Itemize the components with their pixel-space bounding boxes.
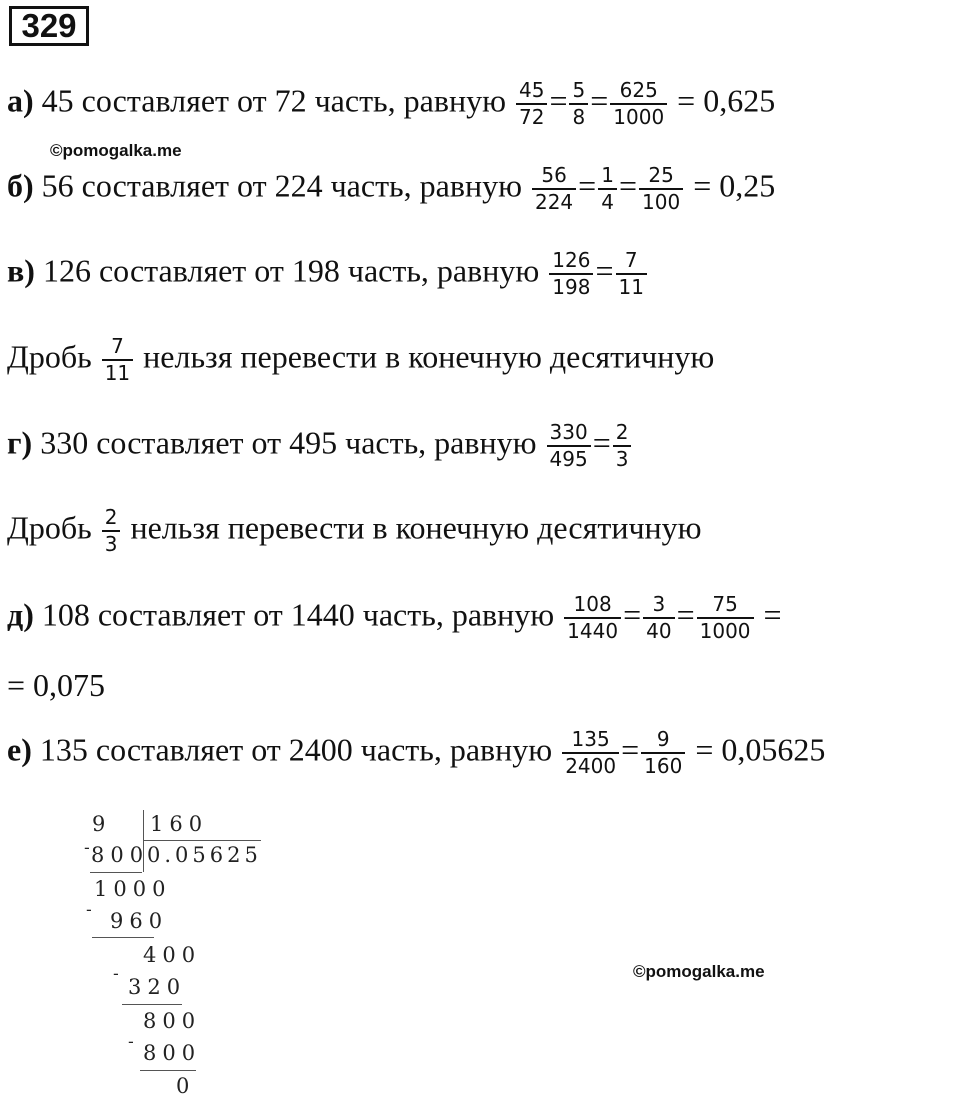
div-minus: - — [113, 964, 119, 983]
div-row: 960 — [110, 909, 169, 933]
watermark: ©pomogalka.me — [633, 962, 765, 981]
fraction: $\frac{75}{1000}$ — [697, 592, 754, 644]
div-row: 800 — [143, 1009, 202, 1033]
fraction: $\frac{56}{224}$ — [532, 163, 576, 215]
fraction: $\frac{2}{3}$ — [102, 505, 121, 557]
item-b-phrase: 56 составляет от 224 часть, равную — [41, 167, 522, 204]
item-a-result: = 0,625 — [677, 82, 776, 119]
item-e-phrase: 135 составляет от 2400 часть, равную — [39, 731, 553, 768]
div-minus: - — [86, 900, 92, 919]
div-row: 0 — [176, 1074, 196, 1098]
div-quotient: 0.05625 — [147, 843, 262, 867]
item-d-continuation: = 0,075 — [7, 667, 106, 703]
fraction: $\frac{3}{40}$ — [643, 592, 674, 644]
fraction: $\frac{7}{11}$ — [102, 334, 133, 386]
fraction: $\frac{135}{2400}$ — [562, 727, 619, 779]
item-d-phrase: 108 составляет от 1440 часть, равную — [41, 596, 555, 633]
div-underline — [90, 872, 142, 873]
fraction: $\frac{7}{11}$ — [616, 248, 647, 300]
div-divisor: 160 — [150, 812, 209, 836]
div-row: 1000 — [94, 877, 172, 901]
fraction: $\frac{45}{72}$ — [516, 78, 547, 130]
item-v-label: в) — [7, 252, 35, 289]
div-row: 800 — [143, 1041, 202, 1065]
fraction: $\frac{25}{100}$ — [639, 163, 683, 215]
div-minus: - — [84, 838, 90, 857]
fraction: $\frac{2}{3}$ — [613, 420, 632, 472]
item-g-label: г) — [7, 424, 33, 461]
item-a: а) 45 составляет от 72 часть, равную $\frac{45}{72}$ = $\frac{5}{8}$ = $\frac{625}{1000}$ = 0,625 — [7, 78, 776, 129]
fraction: $\frac{9}{160}$ — [641, 727, 685, 779]
div-row: 800 — [91, 843, 150, 867]
div-row: 400 — [143, 943, 202, 967]
item-b: б) 56 составляет от 224 часть, равную $\frac{56}{224}$ = $\frac{1}{4}$ = $\frac{25}{100}$ = 0,25 — [7, 163, 776, 214]
item-e-label: е) — [7, 731, 32, 768]
item-g-phrase: 330 составляет от 495 часть, равную — [40, 424, 537, 461]
item-v-phrase: 126 составляет от 198 часть, равную — [42, 252, 540, 289]
item-d: д) 108 составляет от 1440 часть, равную $\frac{108}{1440}$ = $\frac{3}{40}$ = $\frac{75}{1000}$ = — [7, 592, 782, 643]
item-d-label: д) — [7, 596, 34, 633]
task-number: 329 — [9, 6, 89, 46]
note-v: Дробь $\frac{7}{11}$ нельзя перевести в конечную десятичную — [7, 334, 715, 385]
div-minus: - — [128, 1032, 134, 1051]
div-dividend: 9 — [92, 812, 112, 836]
fraction: $\frac{108}{1440}$ — [564, 592, 621, 644]
item-b-label: б) — [7, 167, 34, 204]
fraction: $\frac{1}{4}$ — [598, 163, 617, 215]
item-v: в) 126 составляет от 198 часть, равную $\frac{126}{198}$ = $\frac{7}{11}$ — [7, 248, 649, 300]
fraction: $\frac{126}{198}$ — [549, 248, 593, 300]
div-bracket-horizontal — [143, 840, 261, 841]
fraction: $\frac{625}{1000}$ — [610, 78, 667, 130]
item-e: е) 135 составляет от 2400 часть, равную $\frac{135}{2400}$ = $\frac{9}{160}$ = 0,05625 — [7, 727, 826, 778]
div-row: 320 — [128, 975, 187, 999]
fraction: $\frac{330}{495}$ — [547, 420, 591, 472]
item-g: г) 330 составляет от 495 часть, равную $\frac{330}{495}$ = $\frac{2}{3}$ — [7, 420, 633, 472]
div-underline — [140, 1070, 196, 1071]
div-underline — [122, 1004, 182, 1005]
item-e-result: = 0,05625 — [695, 731, 826, 768]
item-a-label: а) — [7, 82, 34, 119]
item-a-phrase: 45 составляет от 72 часть, равную — [41, 82, 506, 119]
div-underline — [92, 937, 154, 938]
note-g: Дробь $\frac{2}{3}$ нельзя перевести в конечную десятичную — [7, 505, 702, 556]
fraction: $\frac{5}{8}$ — [569, 78, 588, 130]
item-b-result: = 0,25 — [693, 167, 776, 204]
watermark: ©pomogalka.me — [50, 141, 182, 160]
